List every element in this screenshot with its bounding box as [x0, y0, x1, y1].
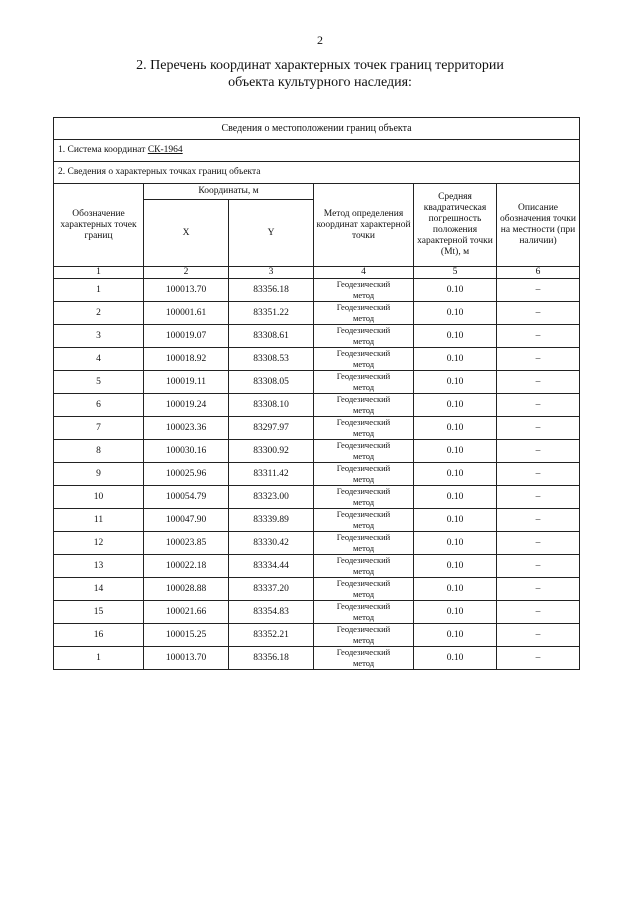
method-cell — [314, 601, 414, 624]
accuracy-value: 0.10 — [414, 532, 497, 555]
point-number: 2 — [54, 302, 144, 325]
point-description: – — [497, 348, 580, 371]
point-description: – — [497, 463, 580, 486]
point-number: 9 — [54, 463, 144, 486]
method-cell — [314, 279, 414, 302]
coordinate-y: 83300.92 — [229, 440, 314, 463]
coordinate-x: 100022.18 — [144, 555, 229, 578]
section-title: Сведения о местоположении границ объекта — [54, 118, 580, 140]
method-cell — [314, 509, 414, 532]
coordinates-table — [53, 117, 580, 670]
method-line-1: Геодезический — [336, 371, 391, 381]
point-number: 10 — [54, 486, 144, 509]
point-number: 16 — [54, 624, 144, 647]
header-description: Описание обозначения точки на местности (при наличии) — [497, 184, 580, 267]
method-cell — [314, 463, 414, 486]
coordinate-y: 83352.21 — [229, 624, 314, 647]
coordinate-y: 83308.53 — [229, 348, 314, 371]
coordinate-x: 100023.36 — [144, 417, 229, 440]
points-info-label: 2. Сведения о характерных точках границ объекта — [54, 162, 580, 184]
accuracy-value: 0.10 — [414, 555, 497, 578]
point-description: – — [497, 394, 580, 417]
table-row — [54, 440, 580, 463]
point-description: – — [497, 532, 580, 555]
header-x: X — [144, 200, 229, 267]
point-description: – — [497, 279, 580, 302]
header-coordinates: Координаты, м — [144, 184, 314, 200]
method-cell — [314, 486, 414, 509]
point-description: – — [497, 555, 580, 578]
coordinate-y: 83356.18 — [229, 279, 314, 302]
accuracy-value: 0.10 — [414, 348, 497, 371]
method-line-1: Геодезический — [336, 555, 391, 565]
method-cell — [314, 371, 414, 394]
method-line-1: Геодезический — [336, 532, 391, 542]
point-description: – — [497, 578, 580, 601]
method-line-2: метод — [352, 612, 375, 622]
coordinate-system-value: СК-1964 — [147, 145, 183, 155]
accuracy-value: 0.10 — [414, 509, 497, 532]
accuracy-value: 0.10 — [414, 486, 497, 509]
table-row — [54, 279, 580, 302]
accuracy-value: 0.10 — [414, 325, 497, 348]
point-number: 8 — [54, 440, 144, 463]
coordinate-x: 100023.85 — [144, 532, 229, 555]
column-number: 5 — [414, 267, 497, 279]
method-line-2: метод — [352, 313, 375, 323]
coordinate-y: 83354.83 — [229, 601, 314, 624]
accuracy-value: 0.10 — [414, 601, 497, 624]
point-description: – — [497, 302, 580, 325]
coordinate-y: 83311.42 — [229, 463, 314, 486]
column-numbers-row — [54, 267, 580, 279]
coordinate-x: 100047.90 — [144, 509, 229, 532]
table-row — [54, 509, 580, 532]
method-cell — [314, 647, 414, 670]
coordinate-y: 83297.97 — [229, 417, 314, 440]
coordinate-x: 100013.70 — [144, 279, 229, 302]
method-line-1: Геодезический — [336, 394, 391, 404]
method-line-1: Геодезический — [336, 647, 391, 657]
method-line-1: Геодезический — [336, 279, 391, 289]
point-description: – — [497, 647, 580, 670]
accuracy-value: 0.10 — [414, 624, 497, 647]
coordinate-y: 83308.61 — [229, 325, 314, 348]
method-cell — [314, 348, 414, 371]
header-designation: Обозначение характерных точек границ — [54, 184, 144, 267]
point-number: 3 — [54, 325, 144, 348]
point-description: – — [497, 371, 580, 394]
coordinate-y: 83308.10 — [229, 394, 314, 417]
method-cell — [314, 417, 414, 440]
point-number: 1 — [54, 279, 144, 302]
method-line-2: метод — [352, 451, 375, 461]
method-line-2: метод — [352, 336, 375, 346]
method-line-1: Геодезический — [336, 463, 391, 473]
header-accuracy: Средняя квадратическая погрешность положения характерной точки (Mt), м — [414, 184, 497, 267]
point-description: – — [497, 509, 580, 532]
column-number: 2 — [144, 267, 229, 279]
table-row — [54, 624, 580, 647]
method-cell — [314, 440, 414, 463]
coordinate-system-label: 1. Система координат — [58, 145, 148, 155]
column-number: 6 — [497, 267, 580, 279]
header-y: Y — [229, 200, 314, 267]
point-number: 1 — [54, 647, 144, 670]
method-line-1: Геодезический — [336, 417, 391, 427]
point-number: 5 — [54, 371, 144, 394]
coordinate-y: 83351.22 — [229, 302, 314, 325]
method-line-1: Геодезический — [336, 302, 391, 312]
table-row — [54, 486, 580, 509]
method-line-2: метод — [352, 658, 375, 668]
coordinate-x: 100018.92 — [144, 348, 229, 371]
accuracy-value: 0.10 — [414, 440, 497, 463]
accuracy-value: 0.10 — [414, 394, 497, 417]
point-number: 7 — [54, 417, 144, 440]
column-number: 3 — [229, 267, 314, 279]
method-cell — [314, 555, 414, 578]
method-line-2: метод — [352, 428, 375, 438]
coordinate-y: 83337.20 — [229, 578, 314, 601]
method-line-1: Геодезический — [336, 578, 391, 588]
accuracy-value: 0.10 — [414, 279, 497, 302]
table-row — [54, 348, 580, 371]
method-cell — [314, 302, 414, 325]
method-line-2: метод — [352, 382, 375, 392]
method-line-2: метод — [352, 474, 375, 484]
method-cell — [314, 325, 414, 348]
table-row — [54, 302, 580, 325]
heading-line-1: 2. Перечень координат характерных точек границ территории — [136, 58, 504, 73]
point-description: – — [497, 417, 580, 440]
accuracy-value: 0.10 — [414, 578, 497, 601]
table-row — [54, 394, 580, 417]
method-line-2: метод — [352, 290, 375, 300]
point-number: 11 — [54, 509, 144, 532]
point-number: 4 — [54, 348, 144, 371]
method-line-2: метод — [352, 589, 375, 599]
page-number: 2 — [317, 33, 323, 47]
coordinate-x: 100019.24 — [144, 394, 229, 417]
coordinate-x: 100019.07 — [144, 325, 229, 348]
coordinate-y: 83308.05 — [229, 371, 314, 394]
method-line-2: метод — [352, 520, 375, 530]
coordinate-x: 100019.11 — [144, 371, 229, 394]
point-description: – — [497, 624, 580, 647]
method-line-2: метод — [352, 543, 375, 553]
method-line-1: Геодезический — [336, 440, 391, 450]
coordinate-x: 100025.96 — [144, 463, 229, 486]
method-line-1: Геодезический — [336, 624, 391, 634]
coordinate-y: 83334.44 — [229, 555, 314, 578]
table-row — [54, 371, 580, 394]
coordinate-system-cell — [54, 140, 580, 162]
coordinate-y: 83330.42 — [229, 532, 314, 555]
method-line-2: метод — [352, 359, 375, 369]
method-line-2: метод — [352, 566, 375, 576]
header-row-1 — [54, 184, 580, 200]
point-number: 6 — [54, 394, 144, 417]
accuracy-value: 0.10 — [414, 463, 497, 486]
coordinate-x: 100021.66 — [144, 601, 229, 624]
coordinate-x: 100013.70 — [144, 647, 229, 670]
table-row — [54, 463, 580, 486]
coordinate-y: 83323.00 — [229, 486, 314, 509]
method-cell — [314, 532, 414, 555]
column-number: 4 — [314, 267, 414, 279]
heading-line-2: объекта культурного наследия: — [228, 75, 412, 90]
method-line-1: Геодезический — [336, 486, 391, 496]
table-row — [54, 578, 580, 601]
document-heading — [0, 57, 640, 91]
table-row — [54, 325, 580, 348]
coordinate-x: 100015.25 — [144, 624, 229, 647]
point-description: – — [497, 440, 580, 463]
table-row — [54, 417, 580, 440]
point-description: – — [497, 325, 580, 348]
point-number: 12 — [54, 532, 144, 555]
method-cell — [314, 624, 414, 647]
method-line-1: Геодезический — [336, 325, 391, 335]
table-row — [54, 601, 580, 624]
table-row — [54, 555, 580, 578]
points-info-row — [54, 162, 580, 184]
coordinate-x: 100054.79 — [144, 486, 229, 509]
method-line-1: Геодезический — [336, 509, 391, 519]
coordinate-y: 83339.89 — [229, 509, 314, 532]
table-row — [54, 647, 580, 670]
point-description: – — [497, 486, 580, 509]
point-number: 13 — [54, 555, 144, 578]
table-row — [54, 532, 580, 555]
method-line-1: Геодезический — [336, 601, 391, 611]
method-line-2: метод — [352, 635, 375, 645]
point-description: – — [497, 601, 580, 624]
coordinate-x: 100001.61 — [144, 302, 229, 325]
table-body — [54, 279, 580, 670]
coordinate-y: 83356.18 — [229, 647, 314, 670]
accuracy-value: 0.10 — [414, 417, 497, 440]
point-number: 15 — [54, 601, 144, 624]
accuracy-value: 0.10 — [414, 302, 497, 325]
method-line-1: Геодезический — [336, 348, 391, 358]
coordinate-x: 100028.88 — [144, 578, 229, 601]
point-number: 14 — [54, 578, 144, 601]
section-title-row — [54, 118, 580, 140]
method-line-2: метод — [352, 497, 375, 507]
column-number: 1 — [54, 267, 144, 279]
header-method: Метод определения координат характерной точки — [314, 184, 414, 267]
method-cell — [314, 394, 414, 417]
accuracy-value: 0.10 — [414, 371, 497, 394]
coordinate-system-row — [54, 140, 580, 162]
method-line-2: метод — [352, 405, 375, 415]
coordinate-x: 100030.16 — [144, 440, 229, 463]
accuracy-value: 0.10 — [414, 647, 497, 670]
method-cell — [314, 578, 414, 601]
